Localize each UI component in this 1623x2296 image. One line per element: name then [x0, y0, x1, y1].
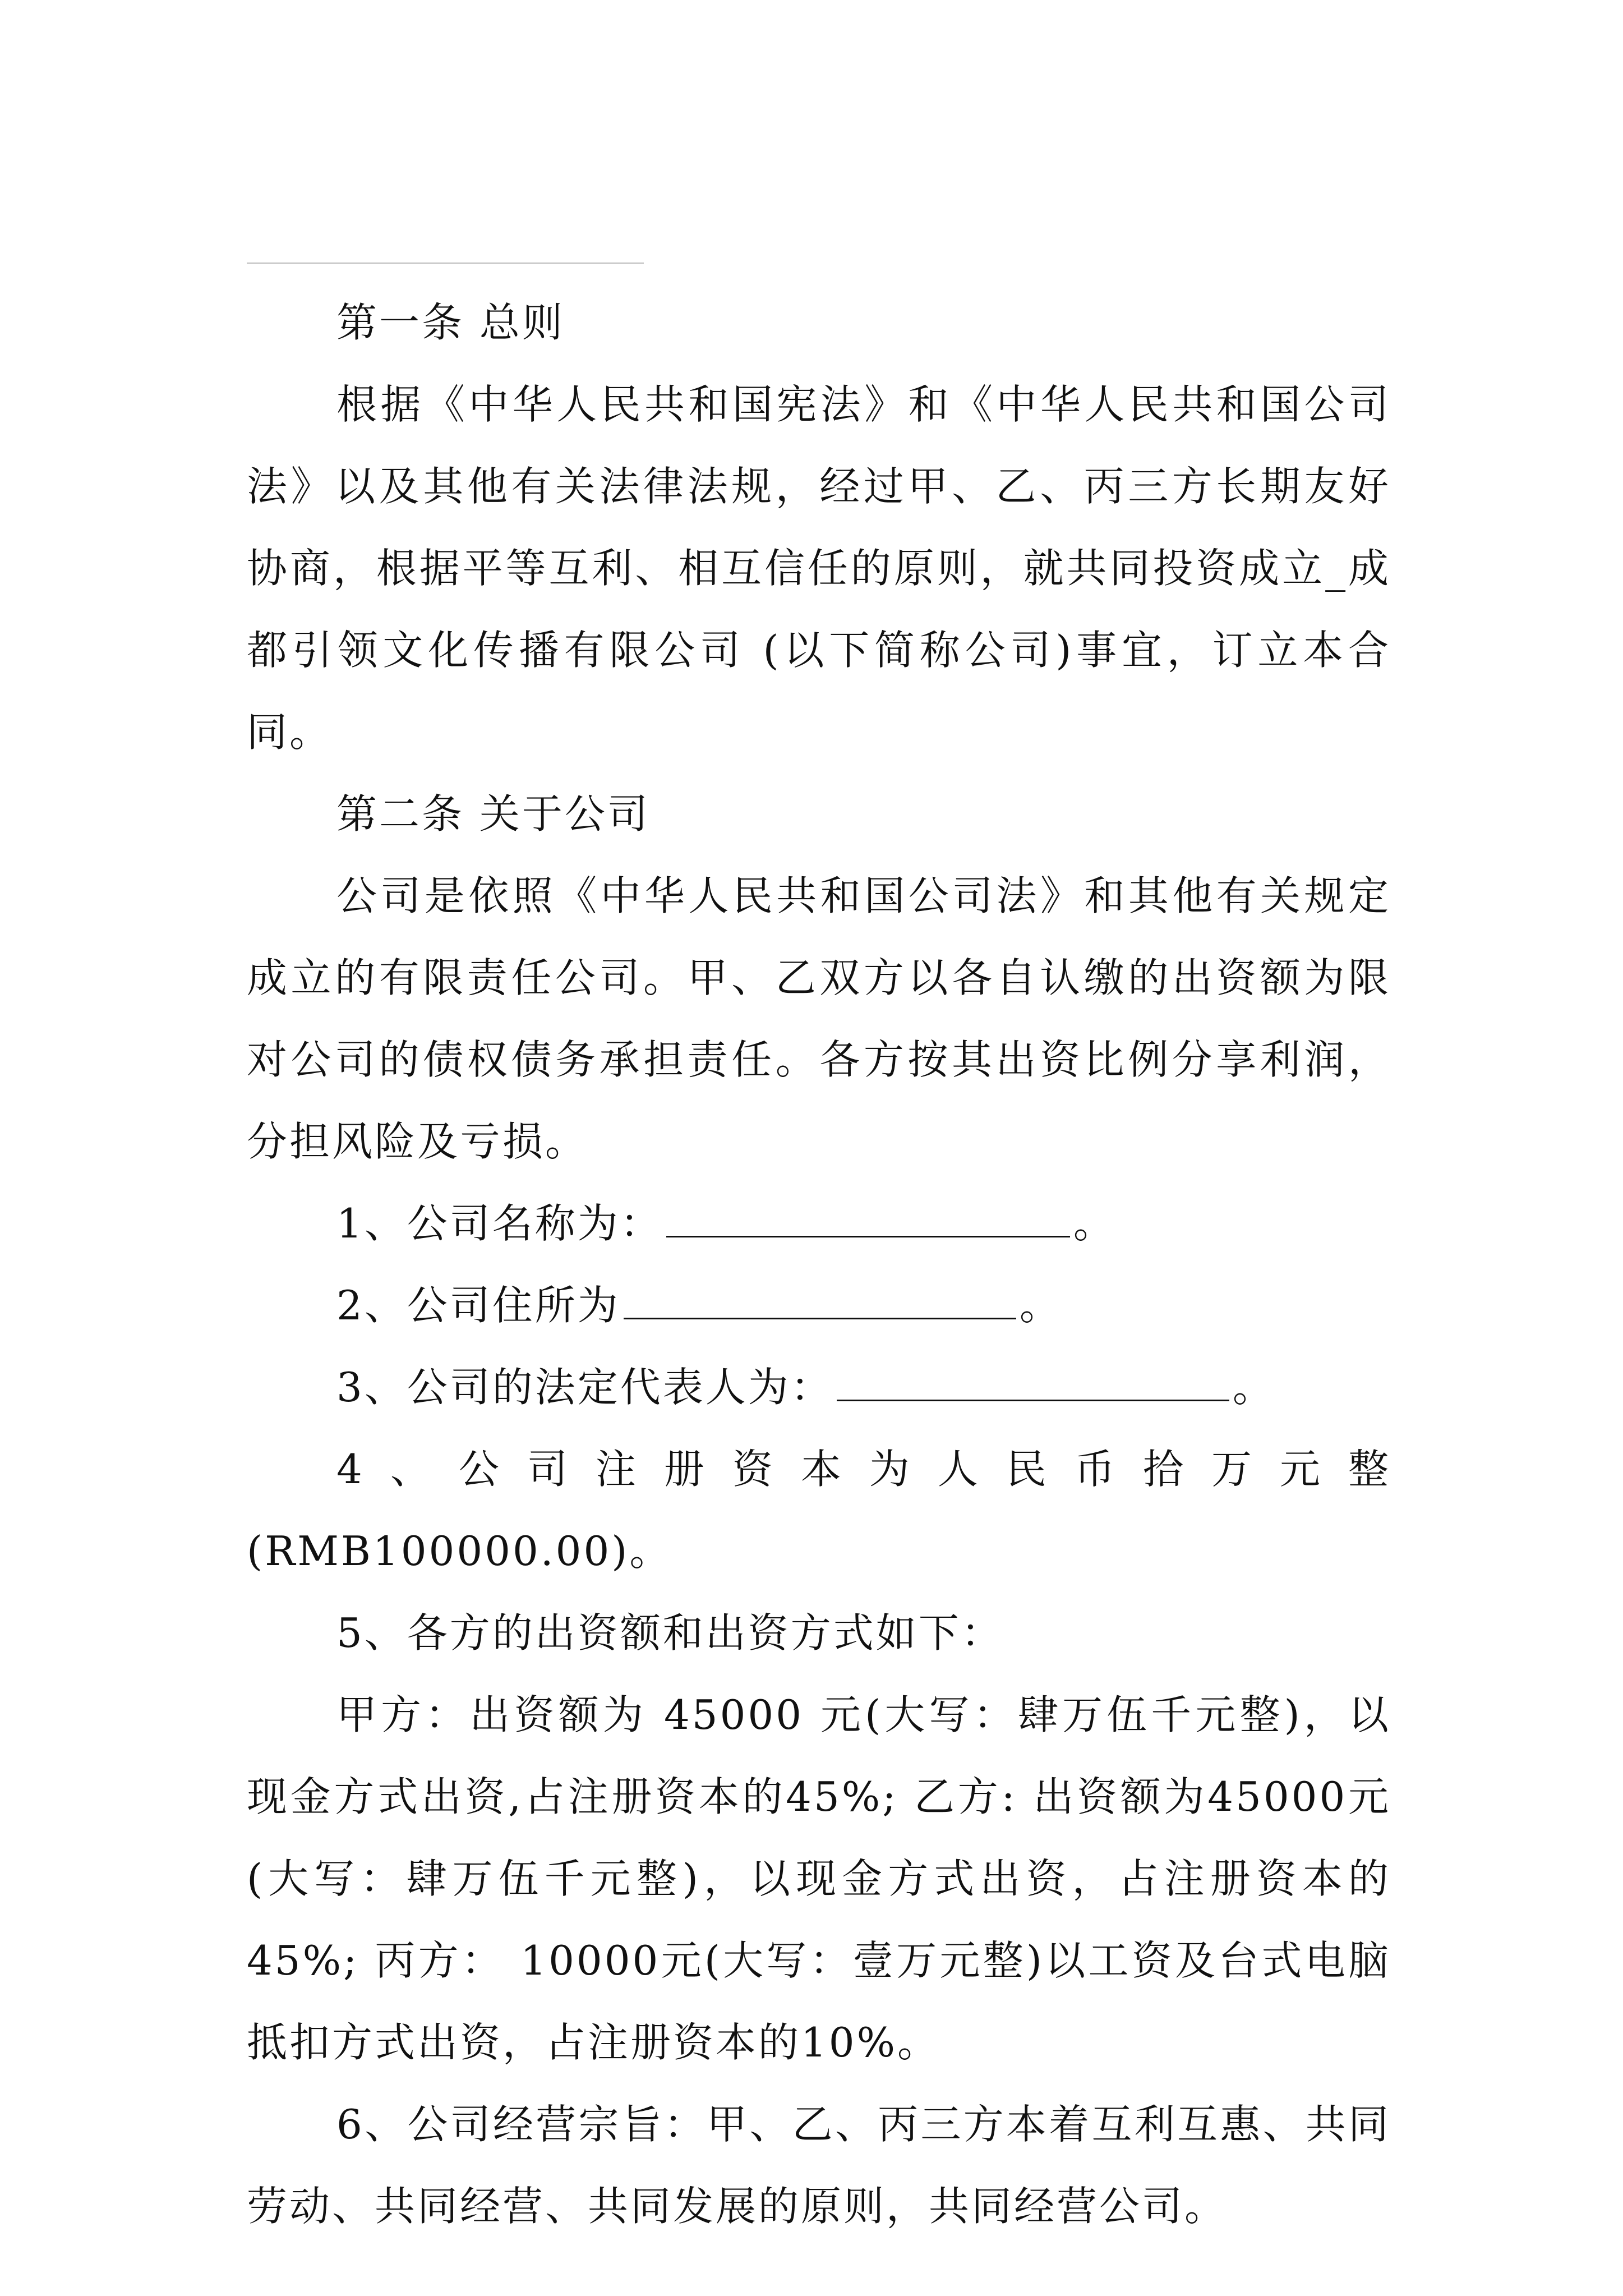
item-company-name-suffix: 。 [1073, 1200, 1116, 1247]
item-company-address [247, 1264, 1391, 1346]
item-legal-rep-suffix: 。 [1232, 1364, 1275, 1411]
item-legal-rep-label: 3、公司的法定代表人为： [336, 1364, 833, 1411]
contribution-details: 甲方：出资额为 45000 元(大写：肆万伍千元整)，以现金方式出资,占注册资本的45%; 乙方: 出资额为45000元(大写：肆万伍千元整)，以现金方式出资，占注册资本的45%; 丙方： 10000元(大写：壹万元整)以工资及台式电脑抵扣方式出资，占注册资本的10%。 [247, 1691, 1391, 2066]
article-1-title: 第一条 总则 [336, 299, 565, 346]
item-contribution-intro: 5、各方的出资额和出资方式如下： [336, 1609, 1004, 1657]
item-business-purpose: 6、公司经营宗旨：甲、乙、丙三方本着互利互惠、共同劳动、共同经营、共同发展的原则，共同经营公司。 [247, 2101, 1391, 2230]
legal-rep-blank [837, 1356, 1229, 1401]
article-2-title: 第二条 关于公司 [336, 790, 650, 838]
item-registered-capital: 4、公司注册资本为人民币拾万元整(RMB100000.00)。 [247, 1446, 1391, 1575]
item-company-address-suffix: 。 [1019, 1282, 1062, 1329]
document-body [247, 282, 1391, 2247]
item-company-address-label: 2、公司住所为 [336, 1282, 620, 1329]
item-company-name-label: 1、公司名称为： [336, 1200, 663, 1247]
article-1-body: 根据《中华人民共和国宪法》和《中华人民共和国公司法》以及其他有关法律法规，经过甲、乙、丙三方长期友好协商，根据平等互利、相互信任的原则，就共同投资成立_成都引领文化传播有限公司 (以下简称公司)事宜，订立本合同。 [247, 381, 1391, 756]
header-divider [247, 263, 644, 264]
item-company-name [247, 1182, 1391, 1264]
item-legal-rep [247, 1346, 1391, 1428]
article-2-body: 公司是依照《中华人民共和国公司法》和其他有关规定成立的有限责任公司。甲、乙双方以各自认缴的出资额为限对公司的债权债务承担责任。各方按其出资比例分享利润，分担风险及亏损。 [247, 872, 1391, 1165]
company-name-blank [666, 1192, 1070, 1237]
company-address-blank [624, 1274, 1016, 1319]
